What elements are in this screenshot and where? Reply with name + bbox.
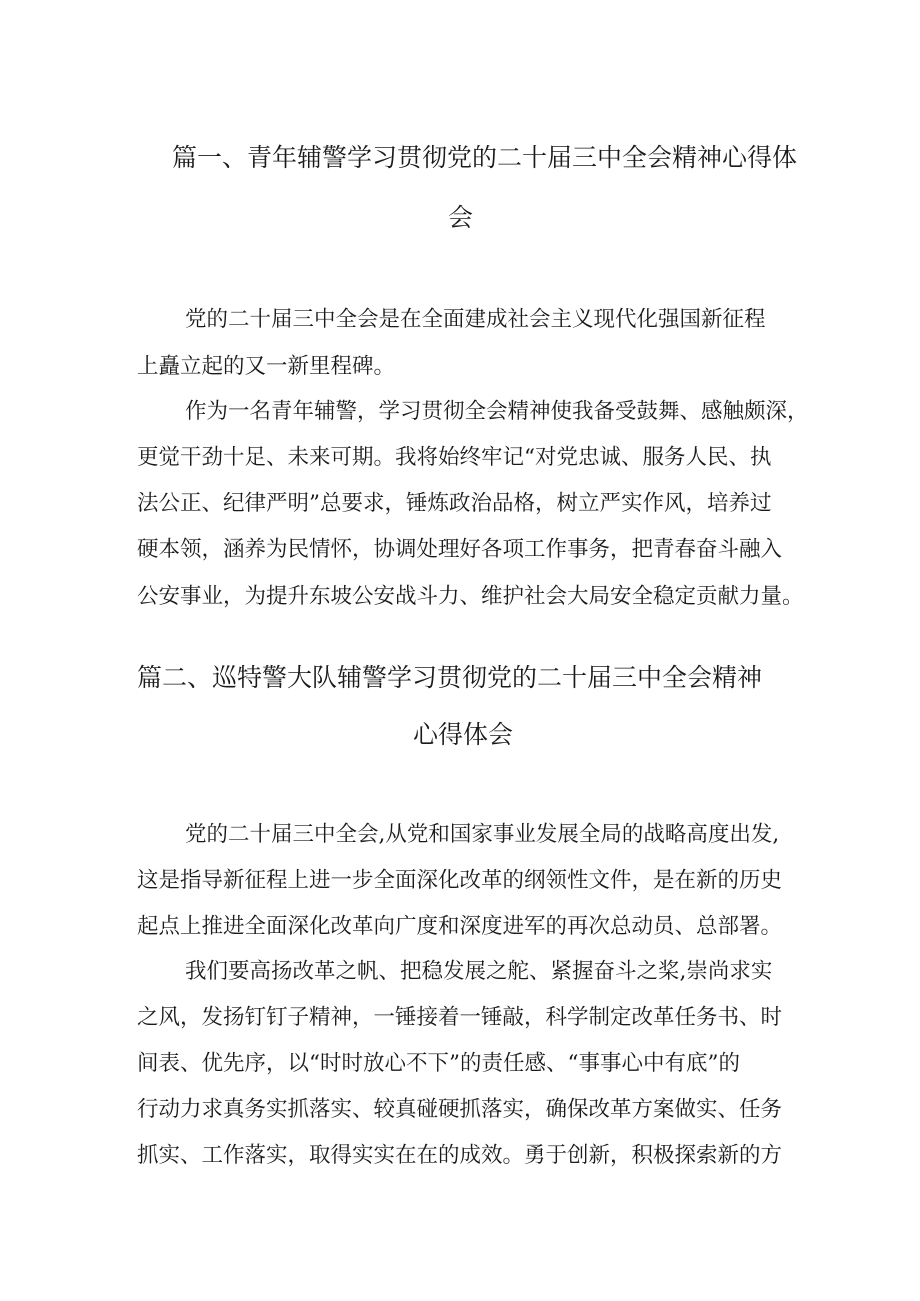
section1-p2-line4: 硬本领，涵养为民情怀，协调处理好各项工作事务，把青春奋斗融入 <box>137 537 783 562</box>
section1-p2-line1: 作为一名青年辅警，学习贯彻全会精神使我备受鼓舞、感触颇深， <box>185 399 809 424</box>
section2-p2-line5: 抓实、工作落实，取得实实在在的成效。勇于创新，积极探索新的方 <box>137 1143 783 1168</box>
section1-p1-line2: 上矗立起的又一新里程碑。 <box>137 354 396 379</box>
section1-p1-line1: 党的二十届三中全会是在全面建成社会主义现代化强国新征程 <box>185 307 766 332</box>
section1-p2-line2: 更觉干劲十足、未来可期。我将始终牢记“对党忠诚、服务人民、执 <box>137 445 772 470</box>
section2-p2-line1: 我们要高扬改革之帆、把稳发展之舵、紧握奋斗之桨,崇尚求实 <box>185 959 773 984</box>
section1-p2-line5: 公安事业，为提升东坡公安战斗力、维护社会大局安全稳定贡献力量。 <box>137 584 804 609</box>
section2-p2-line3: 间表、优先序，以“时时放心不下”的责任感、“事事心中有底”的 <box>137 1051 740 1076</box>
section1-title-line2: 会 <box>448 203 474 232</box>
section2-title-line2: 心得体会 <box>413 720 514 749</box>
section1-title-line1: 篇一、青年辅警学习贯彻党的二十届三中全会精神心得体 <box>172 143 798 172</box>
section2-p1-line1: 党的二十届三中全会,从党和国家事业发展全局的战略高度出发, <box>185 822 780 847</box>
section2-title-line1: 篇二、巡特警大队辅警学习贯彻党的二十届三中全会精神 <box>137 663 763 692</box>
section2-p1-line3: 起点上推进全面深化改革向广度和深度进军的再次总动员、总部署。 <box>137 914 783 939</box>
section2-p2-line2: 之风，发扬钉钉子精神，一锤接着一锤敲，科学制定改革任务书、时 <box>137 1005 783 1030</box>
section2-p1-line2: 这是指导新征程上进一步全面深化改革的纲领性文件，是在新的历史 <box>137 868 783 893</box>
section1-p2-line3: 法公正、纪律严明”总要求，锤炼政治品格，树立严实作风，培养过 <box>137 491 772 516</box>
section2-p2-line4: 行动力求真务实抓落实、较真碰硬抓落实，确保改革方案做实、任务 <box>137 1097 783 1122</box>
